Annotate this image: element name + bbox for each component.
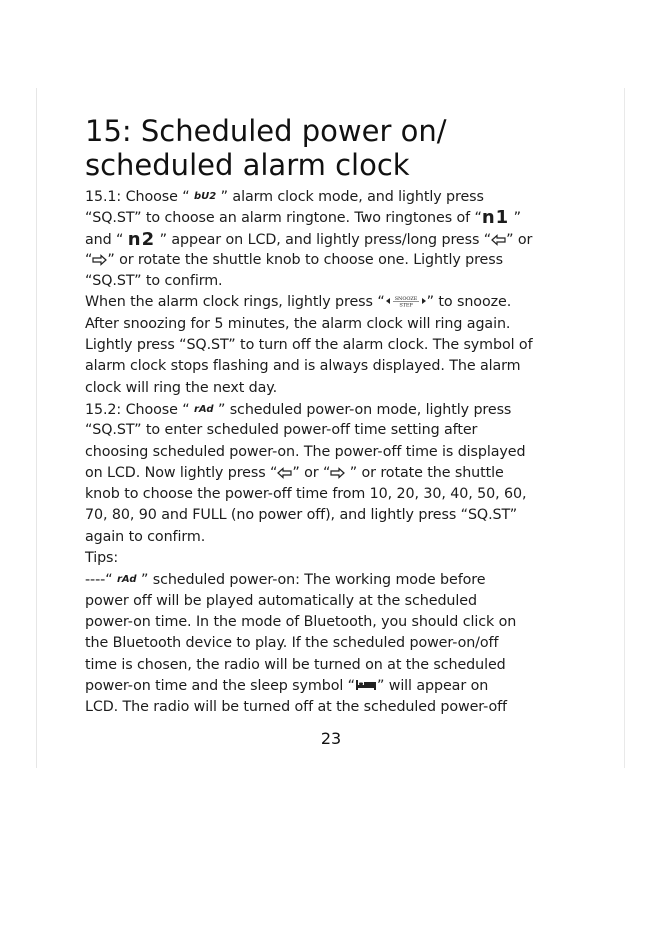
lcd-rad-symbol: rAd [117,574,137,586]
text-line [85,335,610,356]
text-line [85,250,610,271]
page-edge-shadow-left [36,88,37,768]
text-segment: again to confirm. [85,528,206,545]
lcd-n1-symbol: n1 [481,207,510,229]
text-line [85,292,610,313]
text-segment: power-on time and the sleep symbol “ [85,677,355,694]
text-segment: choosing scheduled power-on. The power-off time is displayed [85,443,526,460]
text-line [85,186,610,207]
text-line [85,420,610,441]
text-line [85,378,610,399]
text-segment: ” or rotate the shuttle [345,464,504,481]
lcd-bu2-symbol: bU2 [193,191,217,202]
text-segment: the Bluetooth device to play. If the scheduled power-on/off [85,635,499,652]
text-segment: After snoozing for 5 minutes, the alarm clock will ring again. [85,315,511,332]
text-segment: ” or [506,231,533,248]
text-line [85,548,610,569]
text-segment: power off will be played automatically at the scheduled [85,592,477,609]
page-number: 23 [320,729,342,748]
text-segment: ” scheduled power-on mode, lightly press [213,401,512,418]
right-arrow-icon [330,465,345,486]
text-segment: ” [509,210,521,227]
text-segment: “ [85,251,93,268]
text-line [85,442,610,463]
text-line [85,271,610,292]
text-segment: ” will appear on [376,677,489,694]
right-arrow-icon [92,252,107,273]
section-heading [85,114,605,182]
text-line [85,633,610,654]
text-line [85,463,610,484]
text-line [85,591,610,612]
text-line [85,399,610,420]
text-segment: on LCD. Now lightly press “ [85,464,278,481]
heading-line-1: 15: Scheduled power on/ [85,114,447,148]
text-line [85,356,610,377]
text-segment: ” to snooze. [426,294,512,311]
sleep-bed-icon [355,677,377,698]
text-segment: knob to choose the power-off time from 10, 20, 30, 40, 50, 60, [85,486,527,503]
left-arrow-icon [277,465,292,486]
text-segment: ----“ [85,572,117,589]
text-line [85,612,610,633]
text-line [85,207,610,228]
text-segment: 70, 80, 90 and FULL (no power off), and lightly press “SQ.ST” [85,507,518,524]
text-segment: ” or rotate the shuttle knob to choose one. Lightly press [107,251,503,268]
heading-line-2: scheduled alarm clock [85,148,410,182]
text-segment: time is chosen, the radio will be turned on at the scheduled [85,656,506,673]
text-segment: 15.2: Choose “ [85,401,194,418]
lcd-rad-symbol: rAd [193,403,214,415]
snooze-label: SNOOZE [394,296,417,303]
snooze-step-icon [385,294,427,315]
page-edge-shadow-right [624,88,625,768]
tips-label: Tips: [85,550,119,567]
text-segment: 15.1: Choose “ [85,189,194,205]
text-segment: ” alarm clock mode, and lightly press [216,189,484,205]
lcd-n2-symbol: n2 [127,228,156,250]
text-segment: ” or “ [292,464,331,481]
text-segment: “SQ.ST” to choose an alarm ringtone. Two ringtones of “ [85,210,482,227]
step-label: STEP [398,302,413,309]
text-segment: alarm clock stops flashing and is always displayed. The alarm [85,358,521,375]
text-segment: ” appear on LCD, and lightly press/long press “ [155,231,492,248]
text-segment: “SQ.ST” to enter scheduled power-off time setting after [85,422,478,439]
text-segment: When the alarm clock rings, lightly press “ [85,294,385,311]
text-segment: and “ [85,231,128,248]
text-line [85,229,610,250]
text-segment: power-on time. In the mode of Bluetooth, you should click on [85,613,517,630]
text-segment: ” scheduled power-on: The working mode before [136,572,486,589]
text-line [85,484,610,505]
text-line [85,569,610,590]
text-line [85,676,610,697]
text-line [85,314,610,335]
text-segment: clock will ring the next day. [85,379,278,396]
text-line [85,655,610,676]
text-segment: “SQ.ST” to confirm. [85,273,223,290]
text-segment: Lightly press “SQ.ST” to turn off the alarm clock. The symbol of [85,337,533,354]
text-line [85,697,610,718]
text-segment: LCD. The radio will be turned off at the scheduled power-off [85,699,507,716]
instructions-body [85,186,610,718]
text-line [85,505,610,526]
text-line [85,527,610,548]
